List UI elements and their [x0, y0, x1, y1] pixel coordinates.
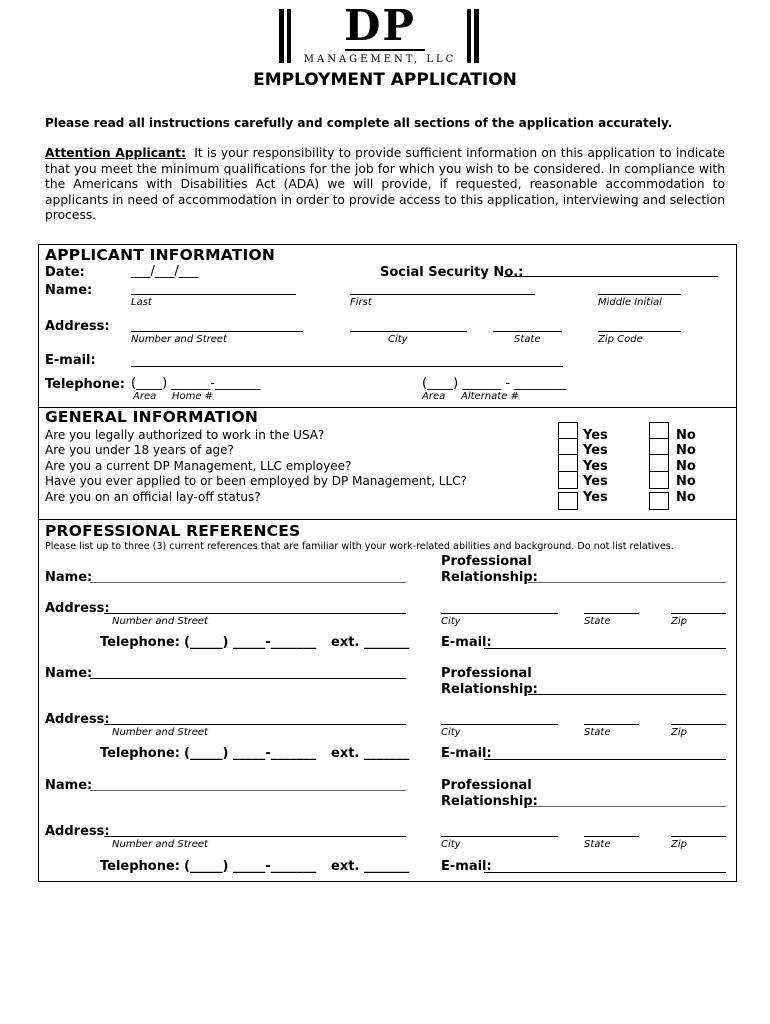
ref-name-field[interactable]	[90, 678, 406, 679]
logo-mark: DP	[343, 1, 416, 50]
yes-label: Yes	[583, 459, 608, 474]
ref-ext-field[interactable]: ext. _______	[331, 746, 410, 761]
ref-email-field[interactable]	[484, 872, 726, 873]
no-label: No	[676, 443, 696, 458]
ref-address-label: Address:	[45, 601, 110, 616]
ref-phone-field[interactable]: (_____) _____-_______	[184, 859, 317, 874]
question-row: Are you on an official lay-off status?	[45, 490, 261, 504]
zip-field[interactable]	[598, 331, 681, 332]
ref-name-label: Name:	[45, 778, 93, 793]
ref-city-field[interactable]	[441, 613, 558, 614]
ref-city-caption: City	[441, 839, 461, 850]
ref-state-caption: State	[584, 839, 611, 850]
ref-phone-field[interactable]: (_____) _____-_______	[184, 746, 317, 761]
ref-relationship-label: Relationship:	[441, 794, 538, 809]
ref-zip-field[interactable]	[671, 724, 726, 725]
attention-text: It is your responsibility to provide sufficient information on this application to indicate that you meet the minimum qualifications for the job for which you wish to be considered. In compliance with the Americans with Disabilities Act (ADA) we will provide, if requested, reasonable accommodation to applicants in need of accommodation in order to provide access to this application, interviewing and selection process.	[45, 146, 725, 223]
middle-initial-caption: Middle Initial	[598, 297, 662, 308]
street-caption: Number and Street	[131, 334, 227, 345]
ref-city-field[interactable]	[441, 724, 558, 725]
yes-label: Yes	[583, 428, 608, 443]
ref-ext-field[interactable]: ext. _______	[331, 635, 410, 650]
email-label: E-mail:	[45, 353, 96, 368]
attention-label: Attention Applicant:	[45, 146, 186, 160]
general-heading: GENERAL INFORMATION	[45, 408, 259, 426]
city-caption: City	[388, 334, 408, 345]
no-label: No	[676, 490, 696, 505]
ref-telephone-label: Telephone:	[100, 635, 180, 650]
ref-city-caption: City	[441, 616, 461, 627]
ref-relationship-label: Relationship:	[441, 570, 538, 585]
references-note: Please list up to three (3) current references that are familiar with your work-related abilities and background. Do not list relatives.	[45, 541, 674, 552]
ref-email-field[interactable]	[484, 759, 726, 760]
ref-professional-label: Professional	[441, 778, 532, 793]
instruction-text: Please read all instructions carefully and complete all sections of the application accurately.	[45, 116, 673, 130]
ref-state-caption: State	[584, 616, 611, 627]
area-caption: Area	[133, 391, 157, 402]
ref-state-field[interactable]	[584, 724, 639, 725]
no-label: No	[676, 428, 696, 443]
ref-professional-label: Professional	[441, 666, 532, 681]
alternate-number-caption: Alternate #	[461, 391, 519, 402]
no-label: No	[676, 474, 696, 489]
ref-name-field[interactable]	[90, 582, 406, 583]
ref-name-label: Name:	[45, 666, 93, 681]
ref-telephone-label: Telephone:	[100, 746, 180, 761]
date-field[interactable]: ___/___/___	[131, 264, 199, 279]
ref-state-field[interactable]	[584, 613, 639, 614]
question-row: Are you legally authorized to work in the USA?	[45, 428, 325, 442]
page-title: EMPLOYMENT APPLICATION	[253, 70, 517, 90]
ref-email-label: E-mail:	[441, 746, 492, 761]
middle-initial-field[interactable]	[598, 294, 681, 295]
address-label: Address:	[45, 319, 110, 334]
ref-city-field[interactable]	[441, 836, 558, 837]
references-heading: PROFESSIONAL REFERENCES	[45, 522, 301, 540]
yes-checkbox[interactable]	[558, 492, 578, 510]
first-caption: First	[350, 297, 372, 308]
ref-address-label: Address:	[45, 712, 110, 727]
attention-paragraph	[45, 146, 725, 224]
question-row: Have you ever applied to or been employed by DP Management, LLC?	[45, 474, 467, 488]
ref-street-field[interactable]	[104, 836, 406, 837]
yes-label: Yes	[583, 490, 608, 505]
question-row: Are you under 18 years of age?	[45, 443, 234, 457]
date-label: Date:	[45, 265, 85, 280]
ref-address-label: Address:	[45, 824, 110, 839]
first-name-field[interactable]	[350, 294, 535, 295]
ref-telephone-label: Telephone:	[100, 859, 180, 874]
ref-phone-field[interactable]: (_____) _____-_______	[184, 635, 317, 650]
ref-zip-caption: Zip	[671, 616, 687, 627]
ref-email-field[interactable]	[484, 648, 726, 649]
state-field[interactable]	[493, 331, 562, 332]
ref-name-label: Name:	[45, 570, 93, 585]
ref-ext-field[interactable]: ext. _______	[331, 859, 410, 874]
ref-name-field[interactable]	[90, 790, 406, 791]
ref-street-field[interactable]	[104, 724, 406, 725]
ref-zip-caption: Zip	[671, 727, 687, 738]
ref-email-label: E-mail:	[441, 859, 492, 874]
no-checkbox[interactable]	[649, 471, 669, 489]
ref-zip-field[interactable]	[671, 836, 726, 837]
ref-zip-caption: Zip	[671, 839, 687, 850]
ref-relationship-field[interactable]	[528, 582, 726, 583]
ref-street-caption: Number and Street	[112, 727, 208, 738]
ssn-label: Social Security No.:	[380, 265, 524, 280]
ref-street-caption: Number and Street	[112, 839, 208, 850]
name-label: Name:	[45, 283, 93, 298]
no-checkbox[interactable]	[649, 492, 669, 510]
ref-city-caption: City	[441, 727, 461, 738]
no-checkbox[interactable]	[649, 454, 669, 472]
ref-email-label: E-mail:	[441, 635, 492, 650]
last-name-field[interactable]	[131, 294, 296, 295]
email-field[interactable]	[131, 366, 563, 367]
zip-caption: Zip Code	[598, 334, 643, 345]
alt-area-caption: Area	[422, 391, 446, 402]
logo-company-name: MANAGEMENT, LLC	[303, 54, 457, 65]
ref-state-caption: State	[584, 727, 611, 738]
alternate-phone-field[interactable]: (____) ______ - ________	[422, 376, 567, 391]
question-row: Are you a current DP Management, LLC employee?	[45, 459, 352, 473]
yes-checkbox[interactable]	[558, 471, 578, 489]
home-number-caption: Home #	[172, 391, 214, 402]
no-label: No	[676, 459, 696, 474]
applicant-heading: APPLICANT INFORMATION	[45, 246, 276, 264]
yes-label: Yes	[583, 443, 608, 458]
ref-relationship-label: Relationship:	[441, 682, 538, 697]
home-phone-field[interactable]: (____) ______-_______	[131, 376, 261, 391]
yes-label: Yes	[583, 474, 608, 489]
last-caption: Last	[131, 297, 152, 308]
ref-zip-field[interactable]	[671, 613, 726, 614]
ref-street-caption: Number and Street	[112, 616, 208, 627]
yes-checkbox[interactable]	[558, 454, 578, 472]
ssn-field[interactable]	[504, 276, 718, 277]
ref-relationship-field[interactable]	[528, 694, 726, 695]
ref-professional-label: Professional	[441, 554, 532, 569]
city-field[interactable]	[350, 331, 467, 332]
ref-street-field[interactable]	[104, 613, 406, 614]
ref-state-field[interactable]	[584, 836, 639, 837]
state-caption: State	[514, 334, 541, 345]
street-field[interactable]	[131, 331, 303, 332]
telephone-label: Telephone:	[45, 377, 125, 392]
ref-relationship-field[interactable]	[528, 806, 726, 807]
